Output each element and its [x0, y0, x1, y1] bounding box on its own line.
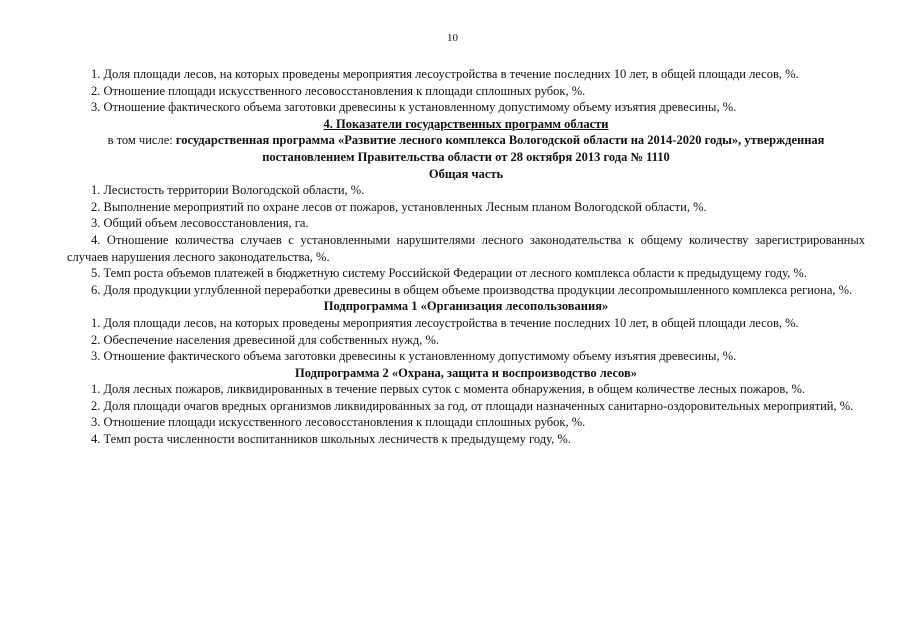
page-number: 10	[447, 32, 458, 44]
section-4-title: 4. Показатели государственных программ области	[323, 116, 609, 131]
general-item-3: 3. Общий объем лесовосстановления, га.	[91, 216, 309, 231]
subprogram-2-item-4: 4. Темп роста численности воспитанников школьных лесничеств к предыдущему году, %.	[91, 432, 571, 447]
subprogram-2-item-2: 2. Доля площади очагов вредных организмов ликвидированных за год, от площади назначенных санитарно-оздоровительных мероприятий, %.	[91, 398, 854, 413]
subprogram-1-item-3: 3. Отношение фактического объема заготовки древесины к установленному допустимому объему изъятия древесины, %.	[91, 349, 737, 364]
section-a-item-3: 3. Отношение фактического объема заготовки древесины к установленному допустимому объему изъятия древесины, %.	[91, 100, 737, 115]
program-name: государственная программа «Развитие лесного комплекса Вологодской области на 2014-2020 годы», утвержденная постановлением Правительства области от 28 октября 2013 года № 1110	[175, 133, 825, 164]
general-part-heading: Общая часть	[428, 166, 504, 181]
section-a-item-2: 2. Отношение площади искусственного лесовосстановления к площади сплошных рубок, %.	[91, 83, 586, 98]
subprogram-1-item-2: 2. Обеспечение населения древесиной для собственных нужд, %.	[91, 332, 440, 347]
subprogram-2-item-3: 3. Отношение площади искусственного лесовосстановления к площади сплошных рубок, %.	[91, 415, 586, 430]
general-item-6: 6. Доля продукции углубленной переработки древесины в общем объеме производства продукции лесопромышленного комплекса региона, %.	[91, 282, 853, 297]
subprogram-2-item-1: 1. Доля лесных пожаров, ликвидированных в течение первых суток с момента обнаружения, в общем количестве лесных пожаров, %.	[91, 382, 806, 397]
program-title	[67, 132, 865, 165]
subprogram-1-item-1: 1. Доля площади лесов, на которых проведены мероприятия лесоустройства в течение последних 10 лет, в общей площади лесов, %.	[91, 315, 799, 330]
general-item-5: 5. Темп роста объемов платежей в бюджетную систему Российской Федерации от лесного комплекса области к предыдущему году, %.	[91, 266, 807, 281]
general-item-1: 1. Лесистость территории Вологодской области, %.	[91, 183, 365, 198]
subprogram-1-heading: Подпрограмма 1 «Организация лесопользования»	[323, 299, 609, 314]
document-body	[67, 66, 865, 448]
general-item-4: 4. Отношение количества случаев с установленными нарушителями лесного законодательства к общему количеству зарегистрированных случаев нарушения лесного законодательства, %.	[67, 232, 865, 264]
subprogram-2-heading: Подпрограмма 2 «Охрана, защита и воспроизводство лесов»	[295, 365, 637, 380]
general-item-2: 2. Выполнение мероприятий по охране лесов от пожаров, установленных Лесным планом Вологодской области, %.	[91, 199, 707, 214]
program-lead: в том числе:	[107, 133, 176, 148]
section-a-item-1: 1. Доля площади лесов, на которых проведены мероприятия лесоустройства в течение последних 10 лет, в общей площади лесов, %.	[91, 67, 799, 81]
